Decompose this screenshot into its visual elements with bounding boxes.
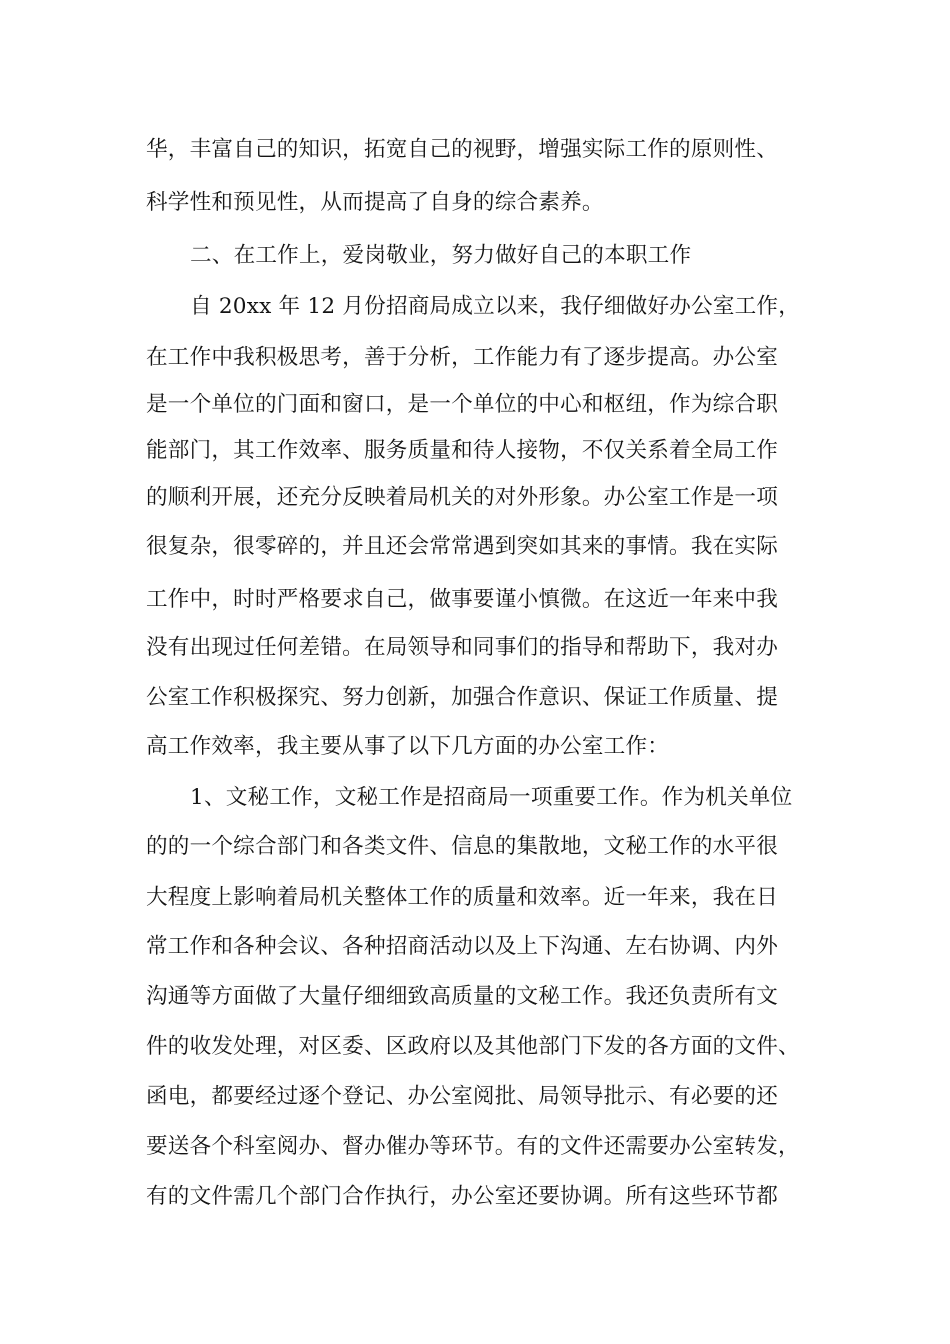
text-line: 很复杂，很零碎的，并且还会常常遇到突如其来的事情。我在实际 bbox=[146, 534, 779, 559]
text-line: 是一个单位的门面和窗口，是一个单位的中心和枢纽，作为综合职 bbox=[146, 392, 779, 417]
text-line: 科学性和预见性，从而提高了自身的综合素养。 bbox=[146, 190, 604, 215]
text-line: 1、文秘工作，文秘工作是招商局一项重要工作。作为机关单位 bbox=[190, 785, 793, 810]
text-line: 有的文件需几个部门合作执行，办公室还要协调。所有这些环节都 bbox=[146, 1184, 779, 1209]
text-line: 工作中，时时严格要求自己，做事要谨小慎微。在这近一年来中我 bbox=[146, 587, 779, 612]
text-line: 自 20xx 年 12 月份招商局成立以来，我仔细做好办公室工作， bbox=[190, 294, 801, 319]
text-line: 大程度上影响着局机关整体工作的质量和效率。近一年来，我在日 bbox=[146, 885, 779, 910]
text-line: 沟通等方面做了大量仔细细致高质量的文秘工作。我还负责所有文 bbox=[146, 984, 779, 1009]
text-line: 能部门，其工作效率、服务质量和待人接物，不仅关系着全局工作 bbox=[146, 438, 779, 463]
text-line: 华，丰富自己的知识，拓宽自己的视野，增强实际工作的原则性、 bbox=[146, 137, 779, 162]
text-line: 公室工作积极探究、努力创新，加强合作意识、保证工作质量、提 bbox=[146, 685, 779, 710]
text-line: 常工作和各种会议、各种招商活动以及上下沟通、左右协调、内外 bbox=[146, 934, 779, 959]
text-line: 在工作中我积极思考，善于分析，工作能力有了逐步提高。办公室 bbox=[146, 345, 779, 370]
text-line: 没有出现过任何差错。在局领导和同事们的指导和帮助下，我对办 bbox=[146, 635, 779, 660]
text-line: 函电，都要经过逐个登记、办公室阅批、局领导批示、有必要的还 bbox=[146, 1084, 779, 1109]
section-heading: 二、在工作上，爱岗敬业，努力做好自己的本职工作 bbox=[190, 243, 692, 268]
text-line: 高工作效率，我主要从事了以下几方面的办公室工作： bbox=[146, 734, 670, 759]
text-line: 件的收发处理，对区委、区政府以及其他部门下发的各方面的文件、 bbox=[146, 1034, 800, 1059]
text-line: 要送各个科室阅办、督办催办等环节。有的文件还需要办公室转发， bbox=[146, 1134, 800, 1159]
text-line: 的顺利开展，还充分反映着局机关的对外形象。办公室工作是一项 bbox=[146, 485, 779, 510]
text-line: 的的一个综合部门和各类文件、信息的集散地，文秘工作的水平很 bbox=[146, 834, 779, 859]
